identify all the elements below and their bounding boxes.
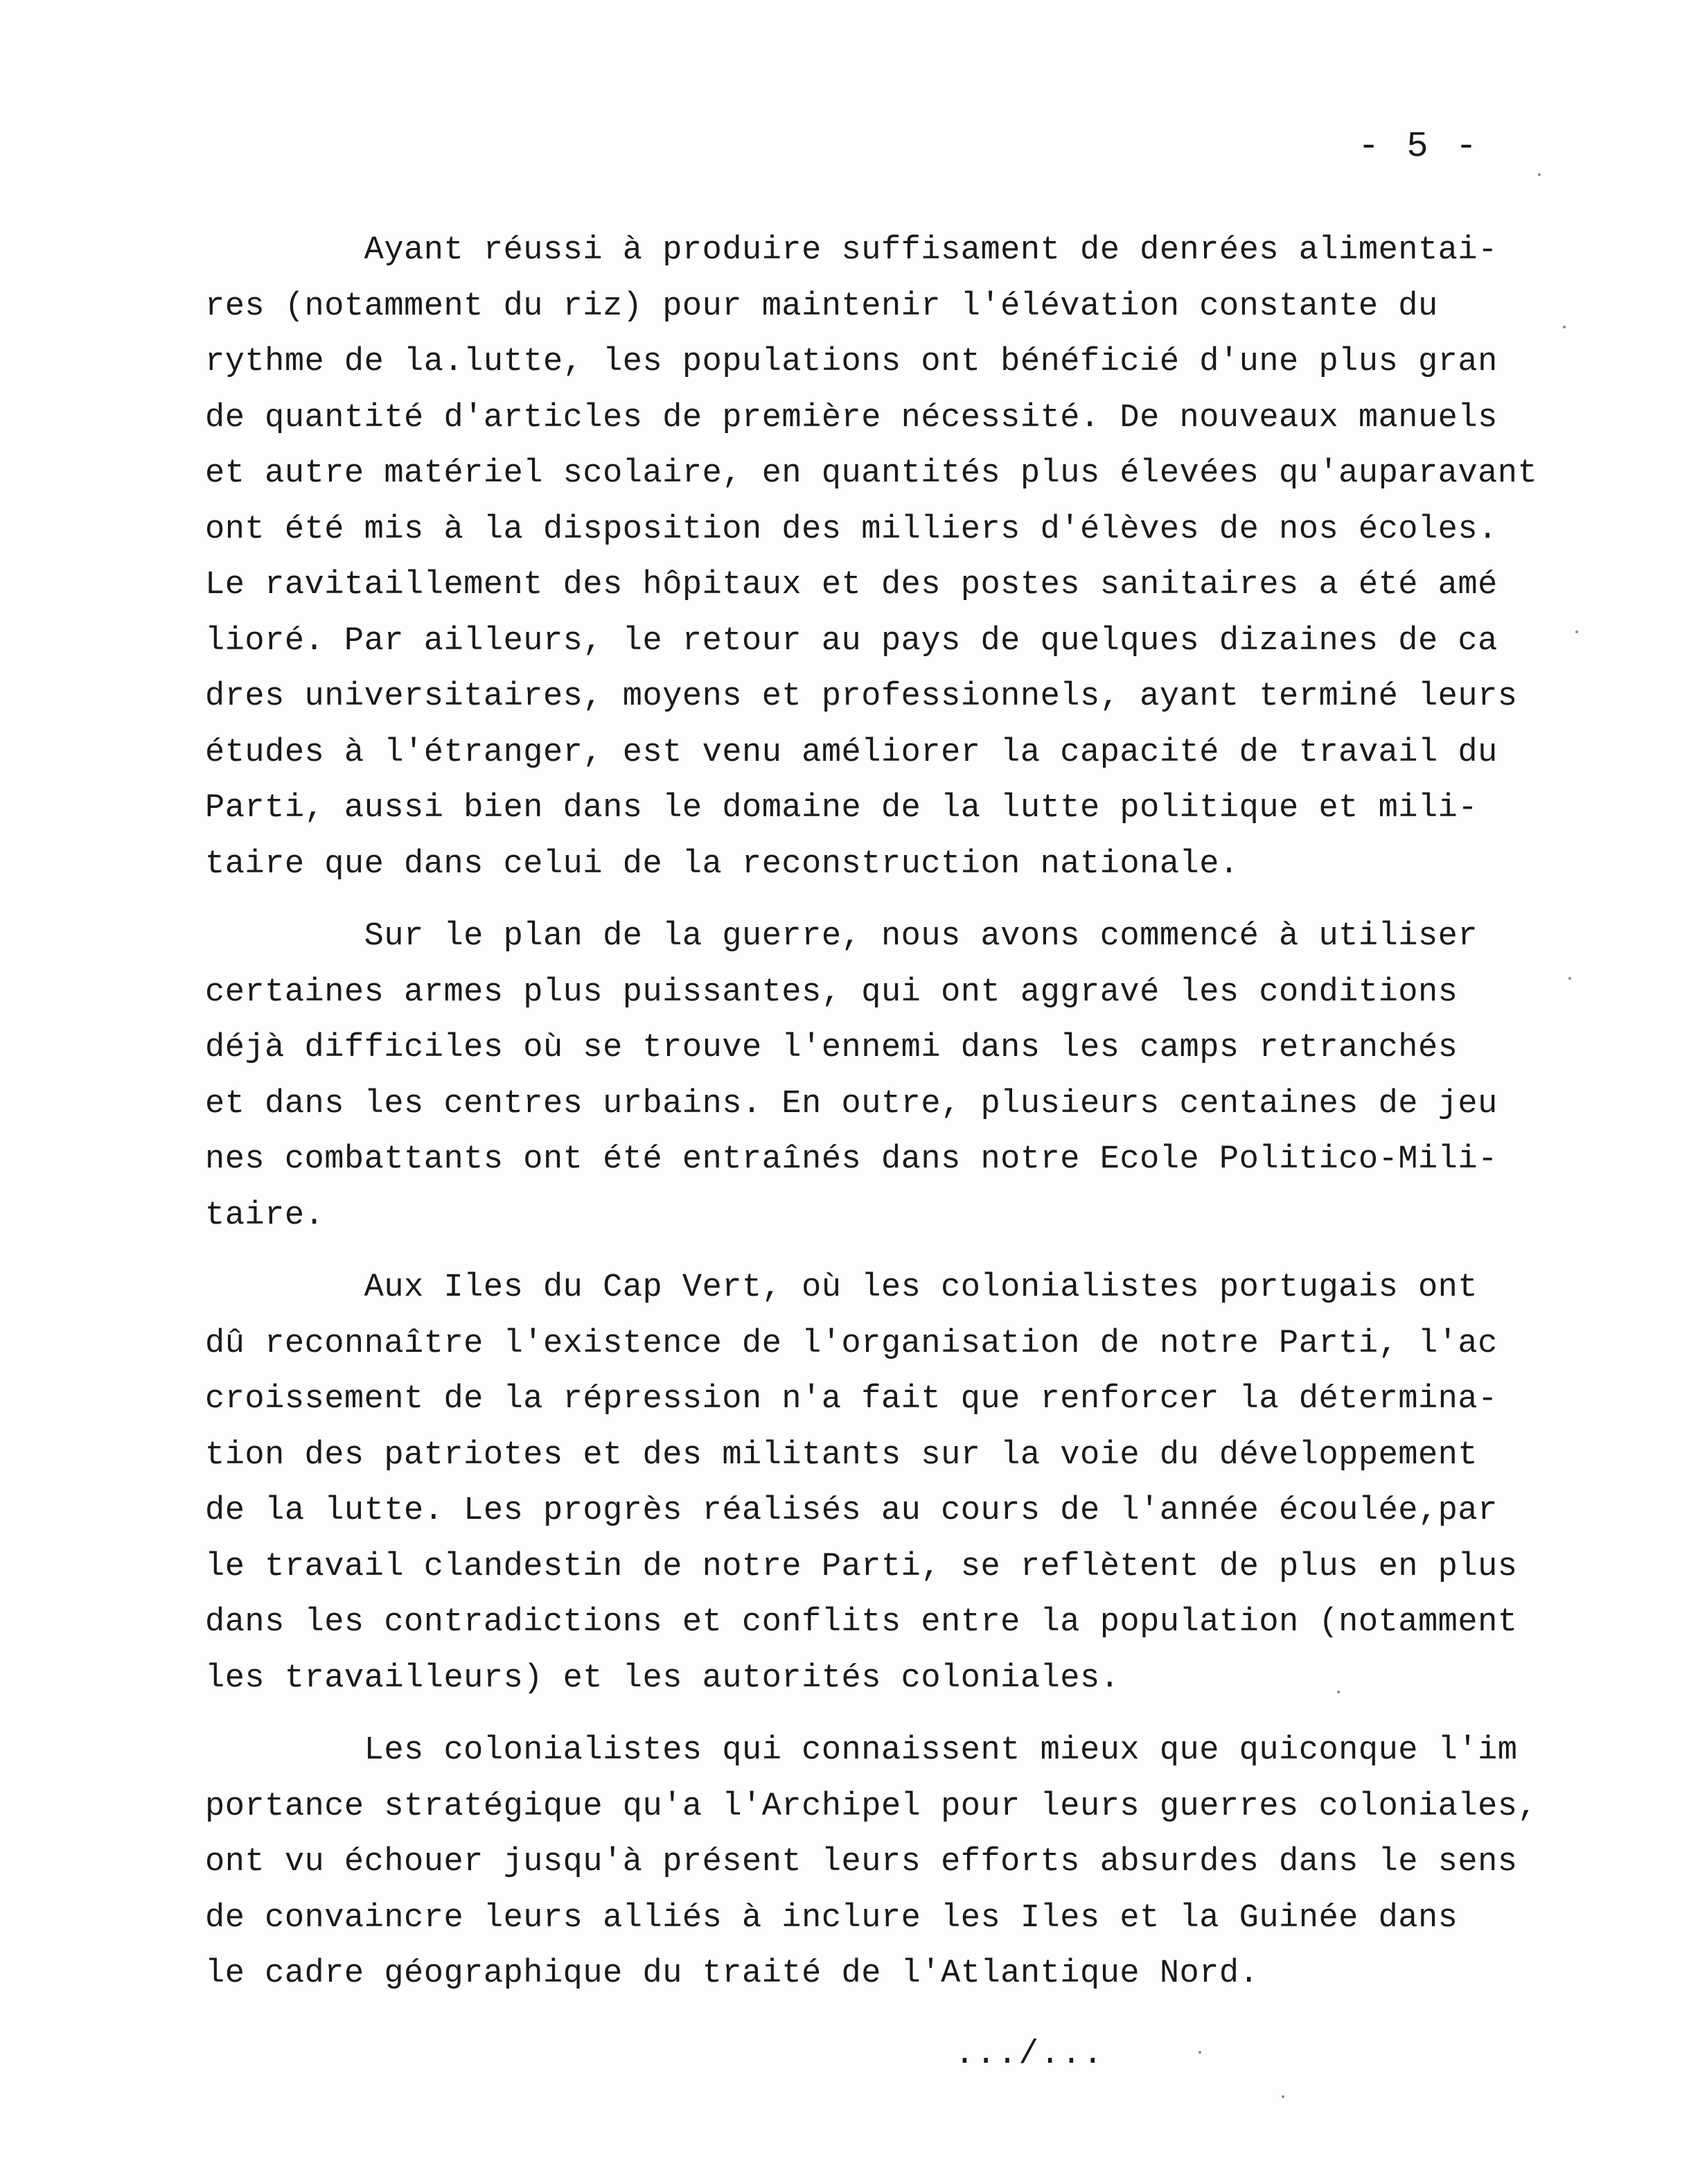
scan-speck	[1575, 631, 1578, 633]
scan-speck	[1538, 173, 1541, 176]
text-line: ont été mis à la disposition des milliers d'élèves de nos écoles.	[205, 511, 1498, 548]
scan-speck	[1568, 977, 1571, 980]
text-line: de la lutte. Les progrès réalisés au cours de l'année écoulée,par	[205, 1492, 1498, 1529]
text-line: le travail clandestin de notre Parti, se reflètent de plus en plus	[205, 1548, 1518, 1585]
scan-speck	[1563, 326, 1566, 328]
continuation-mark: .../...	[955, 2036, 1104, 2073]
text-line: Le ravitaillement des hôpitaux et des postes sanitaires a été amé	[205, 567, 1498, 604]
scan-speck	[1282, 2095, 1284, 2098]
text-line: et autre matériel scolaire, en quantités plus élevées qu'auparavant	[205, 455, 1538, 492]
text-line: portance stratégique qu'a l'Archipel pour leurs guerres coloniales,	[205, 1788, 1538, 1825]
page-number: - 5 -	[1358, 126, 1480, 167]
text-line: dans les contradictions et conflits entre la population (notamment	[205, 1604, 1518, 1641]
scan-speck	[1199, 2051, 1201, 2054]
text-line: Les colonialistes qui connaissent mieux que quiconque l'im	[205, 1732, 1518, 1769]
text-line: taire que dans celui de la reconstruction nationale.	[205, 845, 1239, 883]
text-line: tion des patriotes et des militants sur la voie du développement	[205, 1436, 1478, 1474]
paragraph-production	[205, 223, 1556, 892]
text-line: études à l'étranger, est venu améliorer la capacité de travail du	[205, 734, 1498, 771]
text-line: déjà difficiles où se trouve l'ennemi dans les camps retranchés	[205, 1030, 1458, 1066]
text-line: dres universitaires, moyens et professionnels, ayant terminé leurs	[205, 678, 1518, 715]
paragraph-archipel	[205, 1723, 1556, 2002]
text-line: Ayant réussi à produire suffisament de denrées alimentai-	[205, 232, 1498, 269]
text-line: dû reconnaître l'existence de l'organisation de notre Parti, l'ac	[205, 1325, 1498, 1362]
paragraph-cap-vert	[205, 1260, 1556, 1707]
text-line: taire.	[205, 1197, 325, 1234]
text-line: et dans les centres urbains. En outre, plusieurs centaines de jeu	[205, 1085, 1498, 1122]
text-line: de convaincre leurs alliés à inclure les Iles et la Guinée dans	[205, 1899, 1458, 1937]
text-line: les travailleurs) et les autorités coloniales.	[205, 1659, 1120, 1697]
text-line: Parti, aussi bien dans le domaine de la lutte politique et mili-	[205, 790, 1478, 827]
text-line: certaines armes plus puissantes, qui ont aggravé les conditions	[205, 974, 1458, 1011]
text-line: croissement de la répression n'a fait que renforcer la détermina-	[205, 1381, 1498, 1418]
paragraph-war	[205, 909, 1556, 1244]
document-body	[205, 223, 1556, 2002]
text-line: lioré. Par ailleurs, le retour au pays de quelques dizaines de ca	[205, 622, 1498, 660]
scan-speck	[1337, 1691, 1340, 1693]
text-line: Aux Iles du Cap Vert, où les colonialistes portugais ont	[205, 1269, 1478, 1306]
text-line: rythme de la.lutte, les populations ont bénéficié d'une plus gran	[205, 344, 1498, 380]
text-line: le cadre géographique du traité de l'Atlantique Nord.	[205, 1955, 1259, 1992]
text-line: nes combattants ont été entraînés dans notre Ecole Politico-Mili-	[205, 1141, 1498, 1178]
text-line: ont vu échouer jusqu'à présent leurs efforts absurdes dans le sens	[205, 1844, 1518, 1881]
text-line: res (notamment du riz) pour maintenir l'élévation constante du	[205, 288, 1438, 325]
text-line: de quantité d'articles de première nécessité. De nouveaux manuels	[205, 399, 1498, 437]
text-line: Sur le plan de la guerre, nous avons commencé à utiliser	[205, 918, 1478, 955]
